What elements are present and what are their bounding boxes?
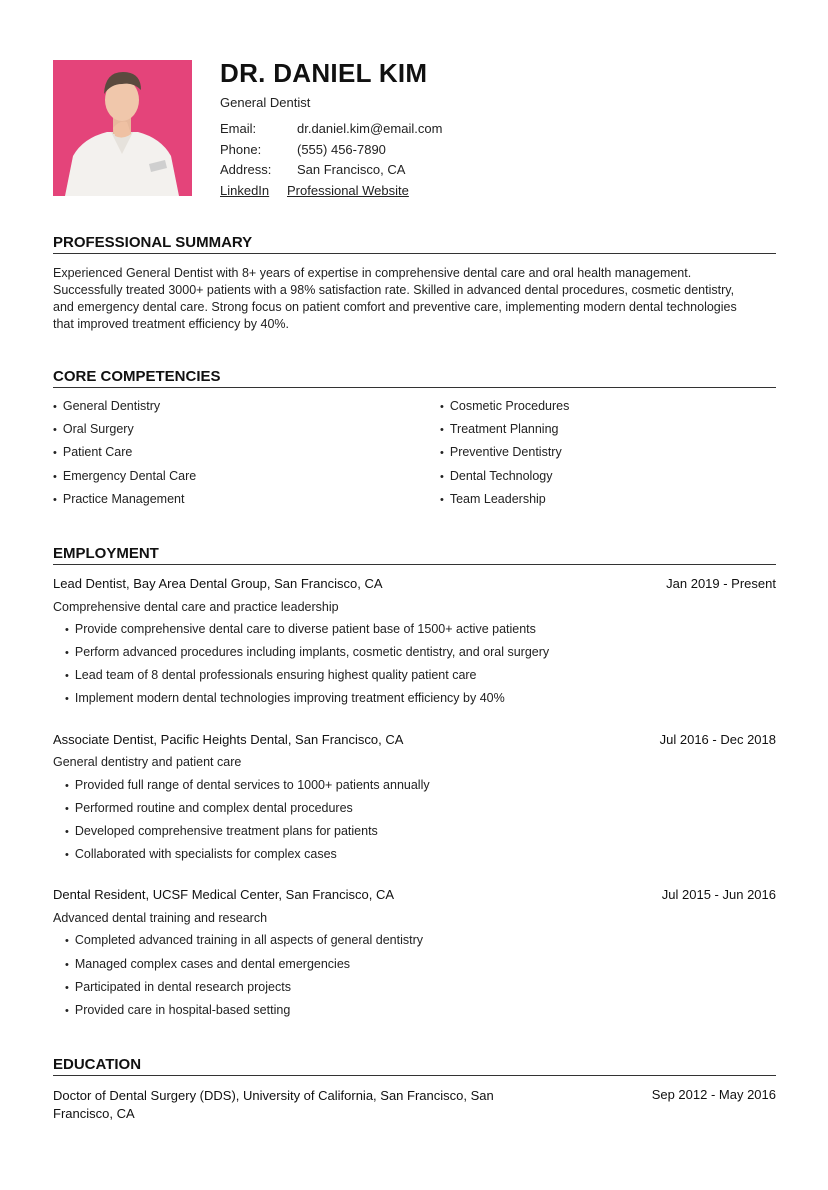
competency-item: • Dental Technology — [440, 469, 552, 483]
website-link[interactable]: Professional Website — [287, 183, 409, 198]
job-bullet: • Collaborated with specialists for complex cases — [65, 847, 337, 861]
email-row — [220, 121, 442, 136]
linkedin-link[interactable]: LinkedIn — [220, 183, 270, 198]
job-title: Lead Dentist, Bay Area Dental Group, San Francisco, CA — [53, 576, 383, 591]
competency-item: • Emergency Dental Care — [53, 469, 196, 483]
email-value: dr.daniel.kim@email.com — [297, 121, 443, 136]
education-degree-line: Francisco, CA — [53, 1106, 135, 1121]
person-portrait-icon — [53, 60, 192, 196]
job-title: Associate Dentist, Pacific Heights Dental, San Francisco, CA — [53, 732, 404, 747]
competency-item: • Oral Surgery — [53, 422, 134, 436]
address-row — [220, 162, 405, 177]
summary-heading: PROFESSIONAL SUMMARY — [53, 234, 776, 254]
competency-item: • Patient Care — [53, 445, 132, 459]
job-bullet: • Provide comprehensive dental care to diverse patient base of 1500+ active patients — [65, 622, 536, 636]
candidate-name: DR. DANIEL KIM — [220, 58, 428, 88]
employment-heading: EMPLOYMENT — [53, 545, 776, 565]
job-bullet: • Performed routine and complex dental procedures — [65, 801, 353, 815]
summary-line: that improved treatment efficiency by 40%. — [53, 317, 289, 331]
competencies-heading: CORE COMPETENCIES — [53, 368, 776, 388]
job-dates: Jul 2015 - Jun 2016 — [661, 887, 776, 902]
phone-value: (555) 456-7890 — [297, 142, 386, 157]
job-bullet: • Developed comprehensive treatment plans for patients — [65, 824, 378, 838]
job-title: Dental Resident, UCSF Medical Center, San Francisco, CA — [53, 887, 395, 902]
job-bullet: • Provided full range of dental services to 1000+ patients annually — [65, 778, 430, 792]
job-bullet: • Provided care in hospital-based setting — [65, 1003, 290, 1017]
summary-line: Experienced General Dentist with 8+ years of expertise in comprehensive dental care and oral health management. — [53, 266, 692, 280]
summary-line: Successfully treated 3000+ patients with a 98% satisfaction rate. Skilled in advanced dental procedures, cosmetic dentistry, — [53, 283, 735, 297]
education-dates: Sep 2012 - May 2016 — [651, 1087, 776, 1102]
competency-item: • Treatment Planning — [440, 422, 558, 436]
job-bullet: • Managed complex cases and dental emergencies — [65, 957, 350, 971]
education-heading: EDUCATION — [53, 1056, 776, 1076]
competency-item: • General Dentistry — [53, 399, 160, 413]
job-bullet: • Completed advanced training in all aspects of general dentistry — [65, 933, 423, 947]
job-bullet: • Participated in dental research projects — [65, 980, 291, 994]
links-row — [220, 183, 409, 198]
job-summary: Comprehensive dental care and practice leadership — [53, 600, 339, 614]
job-dates: Jul 2016 - Dec 2018 — [659, 732, 776, 747]
job-bullet: • Implement modern dental technologies improving treatment efficiency by 40% — [65, 691, 505, 705]
education-degree-line: Doctor of Dental Surgery (DDS), University of California, San Francisco, San — [53, 1088, 494, 1103]
profile-photo — [53, 60, 192, 196]
education-degree — [53, 1087, 494, 1123]
job-title: General Dentist — [220, 95, 311, 110]
job-bullet: • Lead team of 8 dental professionals ensuring highest quality patient care — [65, 668, 477, 682]
competency-item: • Practice Management — [53, 492, 184, 506]
address-label: Address: — [220, 162, 272, 177]
job-dates: Jan 2019 - Present — [666, 576, 776, 591]
job-summary: Advanced dental training and research — [53, 911, 268, 925]
competency-item: • Team Leadership — [440, 492, 546, 506]
summary-text — [53, 265, 778, 333]
job-summary: General dentistry and patient care — [53, 755, 242, 769]
phone-row — [220, 142, 386, 157]
phone-label: Phone: — [220, 142, 262, 157]
email-label: Email: — [220, 121, 257, 136]
address-value: San Francisco, CA — [297, 162, 406, 177]
job-bullet: • Perform advanced procedures including implants, cosmetic dentistry, and oral surgery — [65, 645, 549, 659]
competency-item: • Cosmetic Procedures — [440, 399, 569, 413]
summary-line: and emergency dental care. Strong focus on patient comfort and preventive care, implementing modern dental technologies — [53, 300, 737, 314]
competency-item: • Preventive Dentistry — [440, 445, 562, 459]
